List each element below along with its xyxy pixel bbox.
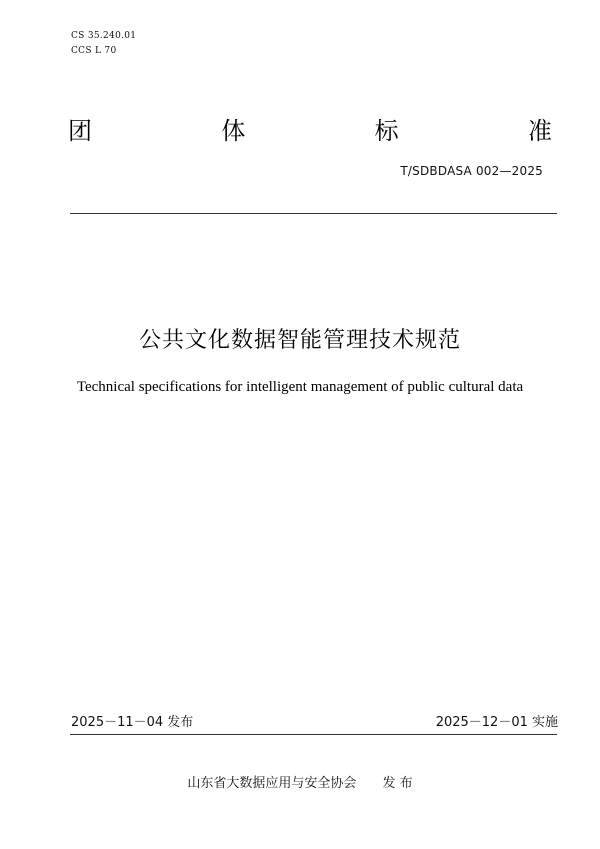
- document-title-chinese: 公共文化数据智能管理技术规范: [138, 328, 461, 353]
- publisher-action: 发 布: [382, 776, 413, 791]
- ics-code: CS 35.240.01: [71, 31, 137, 41]
- footer-divider: [70, 734, 557, 735]
- header-divider: [70, 213, 557, 214]
- implementation-date: 2025－12－01 实施: [435, 715, 558, 730]
- publisher-name: 山东省大数据应用与安全协会: [187, 776, 357, 791]
- issue-date: 2025－11－04 发布: [71, 715, 194, 730]
- document-title-english: Technical specifications for intelligent management of public cultural data: [76, 379, 524, 395]
- standard-number: T/SDBDASA 002—2025: [400, 164, 543, 178]
- standard-type-char: 团: [68, 117, 92, 145]
- standard-type-char: 标: [374, 117, 399, 145]
- publisher-line: [0, 776, 600, 792]
- standard-type-char: 体: [221, 117, 246, 145]
- ccs-code: CCS L 70: [71, 46, 117, 56]
- standard-type-heading: [68, 116, 552, 146]
- standard-type-char: 准: [527, 117, 552, 145]
